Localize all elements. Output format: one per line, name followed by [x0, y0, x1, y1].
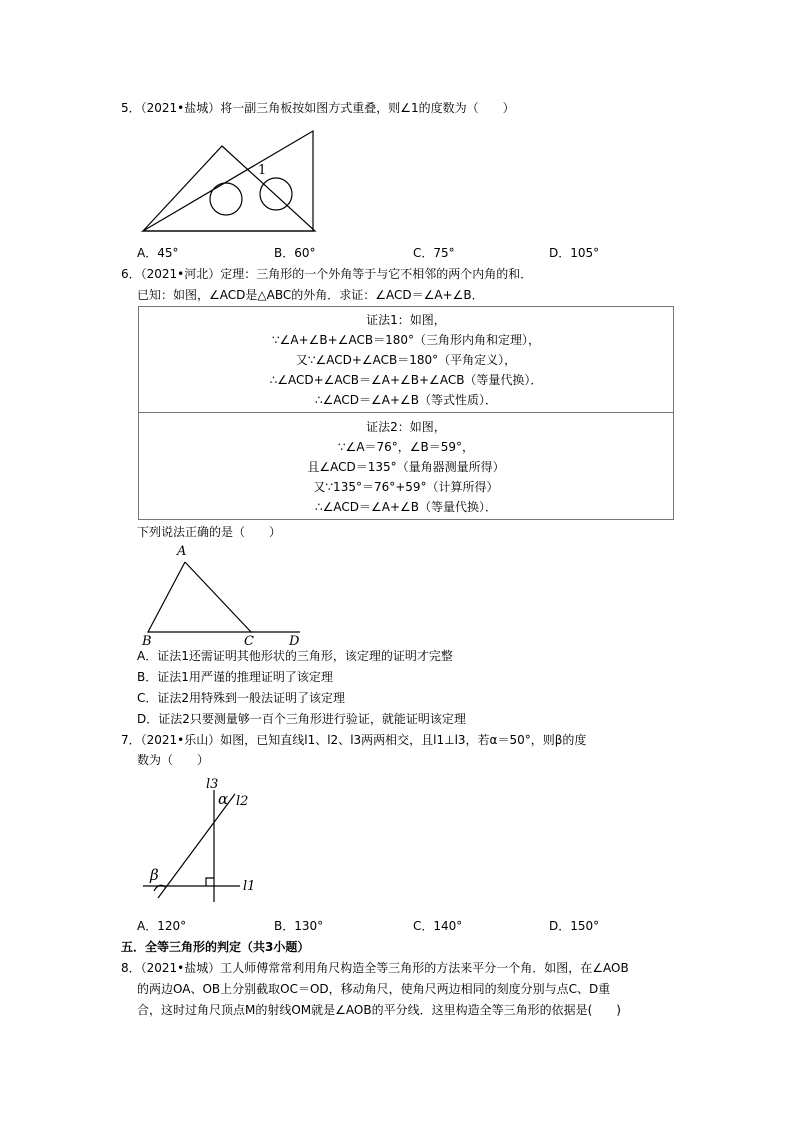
proof1-line-5: ∴∠ACD＝∠A+∠B（等式性质）．: [314, 393, 498, 407]
section-heading: 五．全等三角形的判定（共3小题）: [121, 940, 310, 954]
label-alpha: α: [218, 790, 229, 808]
label-b: B: [142, 634, 152, 649]
proof-divider: [139, 412, 673, 413]
q5-option-b[interactable]: B．60°: [274, 246, 316, 260]
label-d: D: [289, 634, 300, 649]
label-l1: l1: [243, 879, 256, 894]
q7-option-b[interactable]: B．130°: [274, 919, 324, 933]
q6-figure: [138, 542, 308, 649]
label-l3: l3: [206, 777, 219, 792]
label-l2: l2: [236, 794, 249, 809]
q8-line-1: 8．（2021•盐城）工人师傅常常利用角尺构造全等三角形的方法来平分一个角．如图，在∠AOB: [121, 961, 629, 975]
proof2-line-2: ∵∠A＝76°，∠B＝59°，: [337, 440, 475, 454]
label-beta: β: [150, 866, 159, 884]
proof1-line-3: 又∵∠ACD+∠ACB＝180°（平角定义），: [295, 353, 517, 367]
proof2-line-1: 证法2：如图，: [366, 420, 446, 434]
line-l2: [158, 794, 235, 898]
q7-stem-line-2: 数为（ ）: [137, 753, 210, 767]
q5-figure: [140, 128, 320, 236]
proof2-line-3: 且∠ACD＝135°（量角器测量所得）: [307, 460, 505, 474]
right-angle-mark: [206, 878, 214, 886]
q5-circle-right: [260, 178, 292, 210]
proof2-line-4: 又∵135°＝76°+59°（计算所得）: [313, 480, 499, 494]
q6-stem: 6．（2021•河北）定理：三角形的一个外角等于与它不相邻的两个内角的和．: [121, 267, 533, 281]
q5-stem: 5．（2021•盐城）将一副三角板按如图方式重叠，则∠1的度数为（ ）: [121, 101, 515, 115]
q5-triangle-1: [143, 146, 315, 231]
q6-option-b[interactable]: B．证法1用严谨的推理证明了该定理: [137, 670, 333, 684]
q7-figure: [140, 774, 265, 904]
label-a: A: [177, 544, 187, 559]
q5-option-c[interactable]: C．75°: [413, 246, 455, 260]
q6-question: 下列说法正确的是（ ）: [137, 525, 282, 539]
q7-option-c[interactable]: C．140°: [413, 919, 463, 933]
label-c: C: [244, 634, 254, 649]
q7-option-a[interactable]: A．120°: [137, 919, 187, 933]
proof2-line-5: ∴∠ACD＝∠A+∠B（等量代换）．: [314, 500, 498, 514]
q8-line-2: 的两边OA、OB上分别截取OC＝OD，移动角尺，使角尺两边相同的刻度分别与点C、D重: [137, 982, 611, 996]
q6-option-a[interactable]: A．证法1还需证明其他形状的三角形，该定理的证明才完整: [137, 649, 453, 663]
q8-line-3: 合，这时过角尺顶点M的射线OM就是∠AOB的平分线．这里构造全等三角形的依据是( ): [137, 1003, 621, 1017]
proof1-line-2: ∵∠A+∠B+∠ACB＝180°（三角形内角和定理），: [272, 333, 540, 347]
q5-option-a[interactable]: A．45°: [137, 246, 179, 260]
triangle-abc: [148, 562, 251, 632]
proof1-line-1: 证法1：如图，: [366, 313, 446, 327]
q5-triangle-2: [143, 131, 313, 231]
q5-angle-label: 1: [258, 163, 267, 178]
q7-stem-line-1: 7．（2021•乐山）如图，已知直线l1、l2、l3两两相交，且l1⊥l3，若α＝50°，则β的度: [121, 733, 587, 747]
q5-circle-left: [210, 183, 242, 215]
q5-option-d[interactable]: D．105°: [549, 246, 600, 260]
q6-proof-table: [138, 306, 674, 520]
q6-option-d[interactable]: D．证法2只要测量够一百个三角形进行验证，就能证明该定理: [137, 712, 466, 726]
q7-option-d[interactable]: D．150°: [549, 919, 600, 933]
proof1-line-4: ∴∠ACD+∠ACB＝∠A+∠B+∠ACB（等量代换）．: [269, 373, 543, 387]
q6-option-c[interactable]: C．证法2用特殊到一般法证明了该定理: [137, 691, 346, 705]
q6-known: 已知：如图，∠ACD是△ABC的外角．求证：∠ACD＝∠A+∠B．: [137, 288, 484, 302]
